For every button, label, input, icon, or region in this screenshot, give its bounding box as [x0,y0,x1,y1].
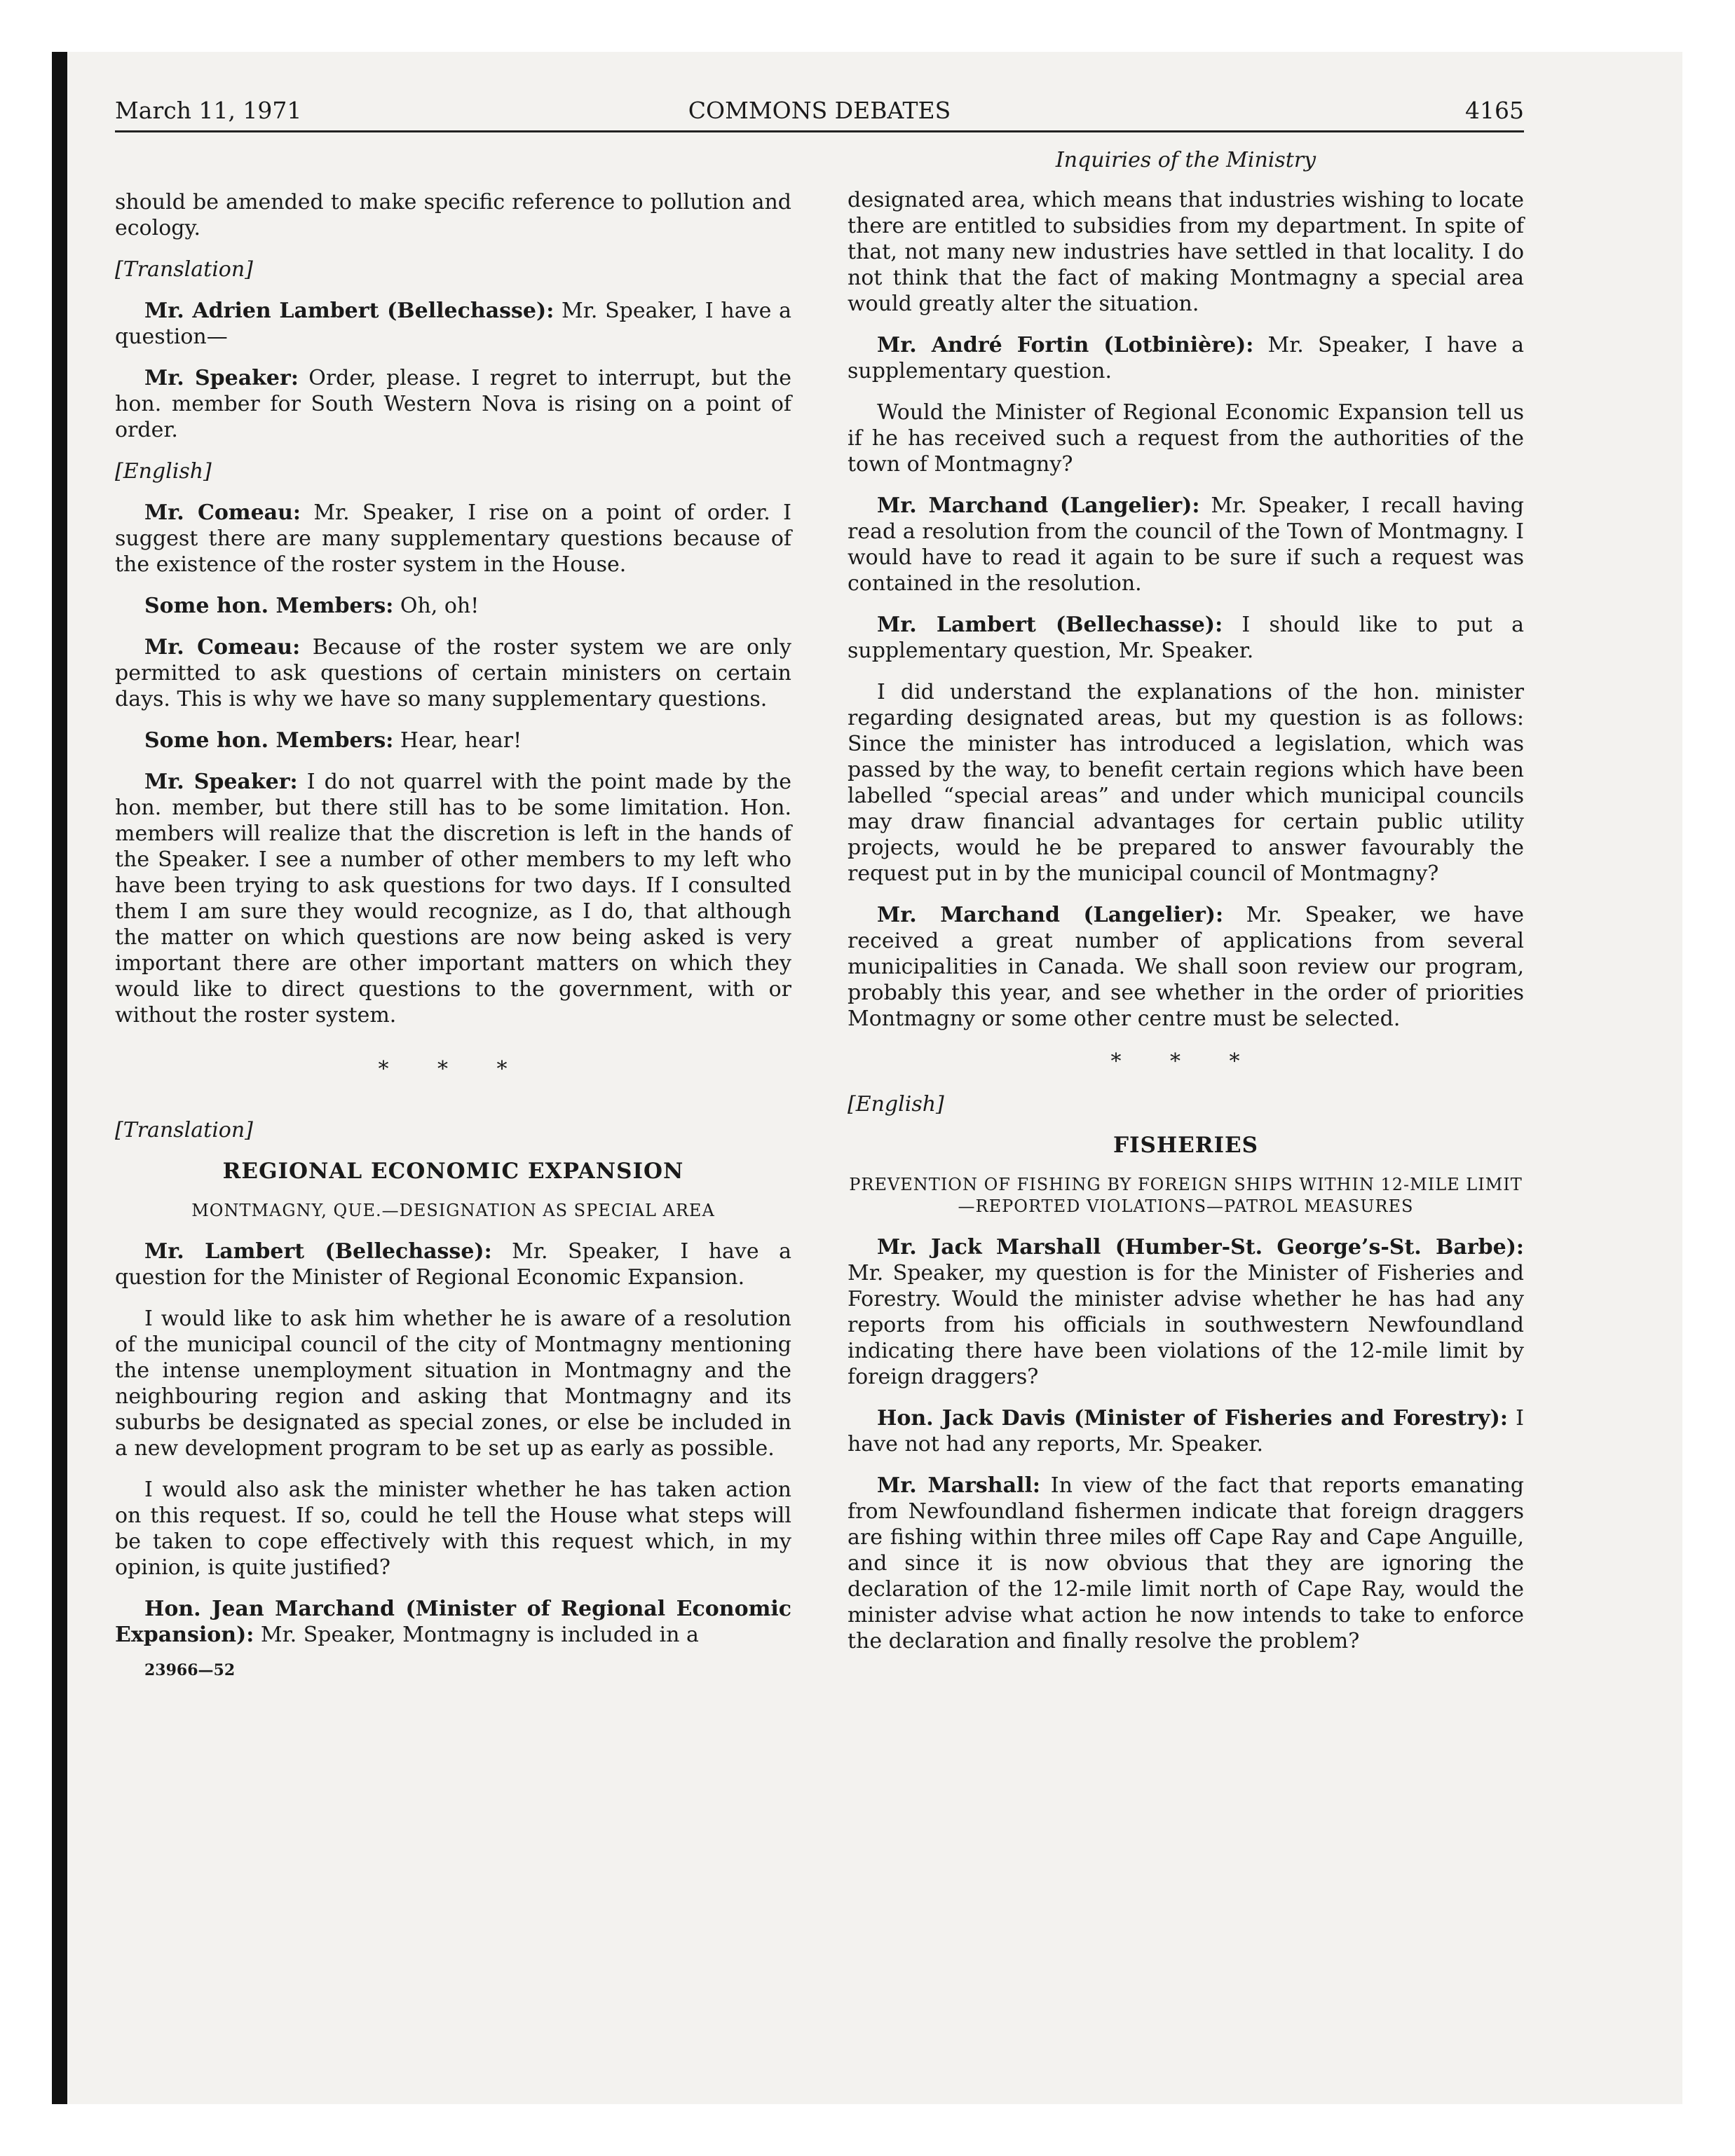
speaker-name: Mr. Marshall: [877,1473,1040,1498]
speaker-name: Mr. Marchand (Langelier): [877,493,1200,518]
paragraph [115,365,791,443]
subsection-heading: MONTMAGNY, QUE.—DESIGNATION AS SPECIAL AREA [191,1201,715,1220]
subsection-heading: PREVENTION OF FISHING BY FOREIGN SHIPS WITHIN 12-MILE LIMIT—REPORTED VIOLATIONS—PATROL MEASURES [849,1175,1523,1216]
scan-edge-bar [52,52,67,2104]
paragraph [115,298,791,350]
speaker-name: Mr. Marchand (Langelier): [877,903,1224,927]
speech-text: Mr. Speaker, I have a supplementary question. [848,333,1524,383]
paragraph [848,1473,1524,1654]
paragraph: should be amended to make specific reference to pollution and ecology. [115,190,791,240]
speech-text: I do not quarrel with the point made by the hon. member, but there still has to be some limitation. Hon. members will realize that the discretion is left in the hands of the Speaker. I see a number of other members to my left who have been trying to ask questions for two days. If I consulted them I am sure they would recognize, as I do, that although the matter on which questions are now being asked is very important there are other important matters on which they would like to direct questions to the government, with or without the roster system. [115,770,792,1028]
print-code: 23966—52 [144,1661,236,1679]
speech-text: I have not had any reports, Mr. Speaker. [848,1406,1524,1456]
speech-text: In view of the fact that reports emanating from Newfoundland fishermen indicate that foreign draggers are fishing within three miles off Cape Ray and Cape Anguille, and since it is now obvious that they are ignoring the declaration of the 12-mile limit north of Cape Ray, would the minister advise what action he now intends to take to enforce the declaration and finally resolve the problem? [848,1473,1524,1653]
english-marker: [English] [848,1092,944,1117]
page-header [115,91,1524,132]
speaker-name: Mr. Comeau: [144,635,301,660]
speech-text: Mr. Speaker, Montmagny is included in a [254,1623,699,1647]
section-title: FISHERIES [1113,1133,1259,1158]
speaker-name: Mr. André Fortin (Lotbinière): [877,333,1254,357]
speaker-name: Hon. Jean Marchand (Minister of Regional Economic Expansion): [115,1597,791,1647]
paragraph [115,1239,791,1290]
paragraph [848,612,1524,664]
paragraph [848,332,1524,384]
speaker-name: Some hon. Members: [144,728,394,753]
speaker-name: Mr. Lambert (Bellechasse): [144,1239,492,1264]
speech-text: I should like to put a supplementary question, Mr. Speaker. [848,613,1524,663]
right-column [848,147,1524,1670]
speech-text: Because of the roster system we are only permitted to ask questions of certain ministers on certain days. This is why we have so many supplementary questions. [115,635,791,711]
speaker-name: Some hon. Members: [144,594,394,618]
paragraph [115,1596,791,1648]
section-title: REGIONAL ECONOMIC EXPANSION [222,1159,684,1184]
paragraph [115,500,791,578]
speech-text: Mr. Speaker, my question is for the Minister of Fisheries and Forestry. Would the minister advise whether he has had any reports from his officials in southwestern Newfoundland indicating there have been violations of the 12-mile limit by foreign draggers? [848,1261,1524,1389]
speech-text: Mr. Speaker, I have a question for the Minister of Regional Economic Expansion. [115,1239,791,1290]
header-date: March 11, 1971 [115,97,302,124]
section-separator: * * * [1110,1049,1261,1074]
speaker-name: Mr. Jack Marshall (Humber-St. George’s-St. Barbe): [877,1235,1524,1260]
translation-marker: [Translation] [115,257,253,282]
speech-text: Oh, oh! [393,594,479,618]
paragraph: Would the Minister of Regional Economic Expansion tell us if he has received such a request from the authorities of the town of Montmagny? [848,400,1524,477]
speaker-name: Mr. Adrien Lambert (Bellechasse): [144,299,554,323]
document-page [115,91,1525,1679]
paragraph: I did understand the explanations of the hon. minister regarding designated areas, but my question is as follows: Since the minister has introduced a legislation, which was passed by the way, to benefit certain regions which have been labelled “special areas” and under which municipal councils may draw financial advantages for certain public utility projects, would he be prepared to answer favourably the request put in by the municipal council of Montmagny? [848,680,1524,886]
header-title: COMMONS DEBATES [688,97,951,124]
paragraph [115,728,791,753]
paragraph [848,902,1524,1032]
speaker-name: Mr. Comeau: [144,500,301,525]
paragraph [115,634,791,712]
paragraph [848,493,1524,596]
paragraph [848,1234,1524,1390]
paragraph: designated area, which means that industries wishing to locate there are entitled to subsidies from my department. In spite of that, not many new industries have settled in that locality. I do not think that the fact of making Montmagny a special area would greatly alter the situation. [848,188,1524,316]
speaker-name: Hon. Jack Davis (Minister of Fisheries and Forestry): [877,1406,1508,1431]
running-head: Inquiries of the Ministry [1055,148,1316,172]
english-marker: [English] [115,459,212,484]
speech-text: Hear, hear! [393,728,522,753]
section-separator: * * * [378,1057,529,1082]
speech-text: Mr. Speaker, I have a question— [115,299,791,349]
speech-text: Mr. Speaker, I recall having read a resolution from the council of the Town of Montmagny. I would have to read it again to be sure if such a request was contained in the resolution. [848,493,1524,596]
paragraph: I would also ask the minister whether he has taken action on this request. If so, could he tell the House what steps will be taken to cope effectively with this request which, in my opinion, is quite justified? [115,1478,791,1580]
speech-text: Mr. Speaker, I rise on a point of order. I suggest there are many supplementary questions because of the existence of the roster system in the House. [115,500,791,577]
paragraph: I would like to ask him whether he is aware of a resolution of the municipal council of the city of Montmagny mentioning the intense unemployment situation in Montmagny and the neighbouring region and asking that Montmagny and its suburbs be designated as special zones, or else be included in a new development program to be set up as early as possible. [115,1306,791,1461]
speech-text: Mr. Speaker, we have received a great number of applications from several municipalities in Canada. We shall soon review our program, probably this year, and see whether in the order of priorities Montmagny or some other centre must be selected. [848,903,1525,1031]
speaker-name: Mr. Lambert (Bellechasse): [877,613,1223,637]
speaker-name: Mr. Speaker: [144,366,299,390]
speech-text: Order, please. I regret to interrupt, but the hon. member for South Western Nova is rising on a point of order. [115,366,791,442]
translation-marker: [Translation] [115,1118,253,1142]
paragraph [848,1405,1524,1457]
paragraph [115,769,791,1028]
left-column [115,189,791,1684]
paragraph [115,593,791,619]
speaker-name: Mr. Speaker: [144,770,298,794]
header-page-number: 4165 [1465,97,1524,124]
